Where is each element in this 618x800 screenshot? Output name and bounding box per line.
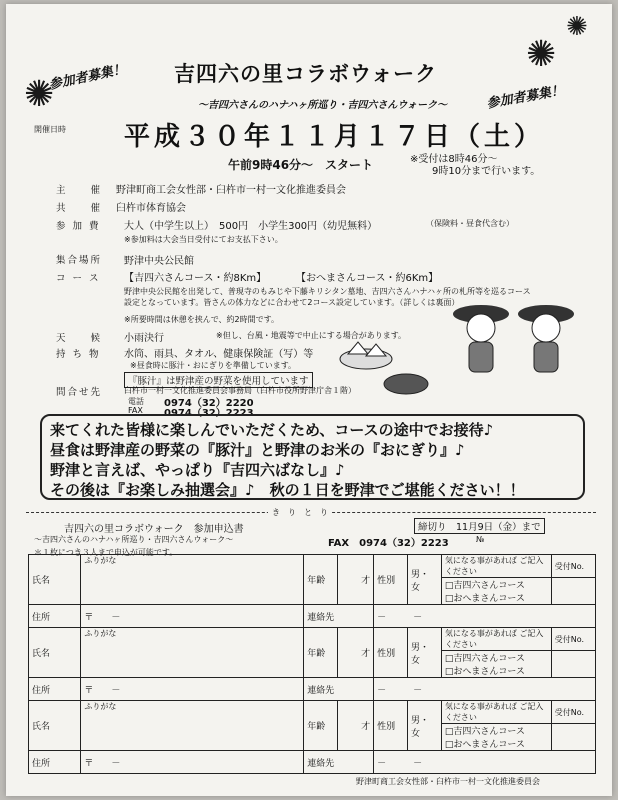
fee-note: （保険料・昼食代含む） — [426, 219, 514, 228]
contact-field-label: 連絡先 — [304, 605, 374, 628]
accept-no-field — [551, 651, 595, 678]
weather-value: 小雨決行 — [124, 333, 164, 344]
fax-label: FAX — [128, 406, 143, 415]
mascot-illustration — [446, 294, 586, 384]
course-option-a[interactable]: □吉四六さんコース □おへまさんコース — [441, 578, 551, 605]
items-note-2: 『豚汁』は野津産の野菜を使用しています — [124, 372, 313, 388]
badge-left: 参加者募集！ — [47, 62, 128, 93]
promo-line-4: その後は『お楽しみ抽選会』♪ 秋の１日を野津でご堪能ください！！ — [50, 481, 525, 499]
accept-no-label: 受付No. — [551, 628, 595, 651]
cohost-value: 臼杵市体育協会 — [116, 203, 186, 214]
sex-label: 性別 — [374, 701, 408, 751]
host-label: 主 催 — [56, 185, 103, 196]
contact-label: 問合せ先 — [56, 387, 103, 398]
weather-note: ※但し、台風・地震等で中止にする場合があります。 — [216, 331, 407, 340]
promo-line-2: 昼食は野津産の野菜の『豚汁』と野津のお米の『おにぎり』♪ — [50, 441, 465, 459]
time-note: ※所要時間は休憩を挟んで、約2時間です。 — [124, 315, 279, 324]
registration-form-table — [28, 554, 596, 774]
address-field[interactable]: 〒 － — [81, 751, 304, 774]
form-deadline: 締切り 11月9日（金）まで — [414, 518, 545, 534]
form-subtitle: ～吉四六さんのハナハヶ所巡り・吉四六さんウォーク～ — [34, 535, 234, 544]
promo-box — [40, 414, 585, 500]
fee-value: 大人（中学生以上） 500円 小学生300円（幼児無料） — [124, 221, 378, 232]
course-desc-2: 設定となっています。皆さんの体力などに合わせて2コース設定しています。（詳しくは裏面） — [124, 298, 460, 307]
sex-field[interactable]: 男・女 — [407, 701, 441, 751]
tel-label: 電話 — [128, 397, 144, 406]
age-field[interactable]: 才 — [338, 628, 374, 678]
host-value: 野津町商工会女性部・臼杵市一村一文化推進委員会 — [116, 185, 346, 196]
event-subtitle: ～吉四六さんのハナハヶ所巡り・吉四六さんウォーク～ — [198, 100, 447, 111]
course-a: 【吉四六さんコース・約8Km】 — [124, 273, 267, 284]
address-field[interactable]: 〒 － — [81, 605, 304, 628]
age-field[interactable]: 才 — [338, 701, 374, 751]
course-option-c[interactable]: □吉四六さんコース □おへまさんコース — [441, 724, 551, 751]
promo-line-1: 来てくれた皆様に楽しんでいただくため、コースの途中でお接待♪ — [50, 421, 494, 439]
items-label: 持 ち 物 — [56, 349, 101, 360]
address-label: 住所 — [29, 751, 81, 774]
sex-field[interactable]: 男・女 — [407, 555, 441, 605]
course-desc-1: 野津中央公民館を出発して、普現寺のもみじや下藤キリシタン墓地、吉四六さんハナハヶ所の札所等を巡るコース — [124, 287, 531, 296]
reception-time: ※受付は8時46分～ — [410, 154, 498, 165]
contact-field[interactable]: － － — [374, 751, 596, 774]
contact-value: 臼杵市一村一文化推進委員会事務局（臼杵市役所野津庁舎１階） — [124, 386, 356, 395]
form-footer: 野津町商工会女性部・臼杵市一村一文化推進委員会 — [356, 777, 540, 786]
sex-label: 性別 — [374, 555, 408, 605]
meet-value: 野津中央公民館 — [124, 256, 194, 267]
reception-time-2: 9時10分まで行います。 — [432, 166, 541, 177]
event-title: 吉四六の里コラボウォーク — [174, 62, 438, 86]
address-label: 住所 — [29, 605, 81, 628]
accept-no-label: 受付No. — [551, 701, 595, 724]
form-fax: FAX 0974（32）2223 — [328, 538, 449, 549]
maple-leaf-icon: ✺ — [24, 74, 55, 115]
form-no-label: № — [476, 535, 485, 544]
form-title: 吉四六の里コラボウォーク 参加申込書 — [64, 524, 244, 535]
name-label: 氏名 — [29, 628, 81, 678]
cut-label: き り と り — [268, 507, 332, 518]
maple-leaf-icon: ✺ — [566, 12, 588, 42]
meet-label: 集合場所 — [56, 255, 103, 266]
contact-field[interactable]: － － — [374, 605, 596, 628]
event-date: 平成３０年１１月１７日（土） — [124, 122, 545, 152]
name-field[interactable] — [81, 555, 304, 605]
contact-field-label: 連絡先 — [304, 678, 374, 701]
fee-label: 参 加 費 — [56, 221, 101, 232]
name-label: 氏名 — [29, 701, 81, 751]
start-time: 午前9時46分～ スタート — [228, 158, 374, 172]
datetime-label: 開催日時 — [34, 125, 66, 134]
sex-label: 性別 — [374, 628, 408, 678]
age-field[interactable]: 才 — [338, 555, 374, 605]
form-note: ＊１枚につき３人まで申込が可能です。 — [34, 548, 178, 557]
address-label: 住所 — [29, 678, 81, 701]
name-field[interactable]: ふりがな — [81, 701, 304, 751]
items-value: 水筒、雨具、タオル、健康保険証（写）等 — [124, 349, 314, 360]
flyer-page — [6, 4, 612, 796]
fax-value: 0974（32）2223 — [164, 408, 254, 419]
accept-no-field — [551, 578, 595, 605]
name-field[interactable]: ふりがな — [81, 628, 304, 678]
accept-no-label: 受付No. — [551, 555, 595, 578]
contact-field[interactable]: － － — [374, 678, 596, 701]
age-label: 年齢 — [304, 555, 338, 605]
sex-field[interactable]: 男・女 — [407, 628, 441, 678]
promo-line-3: 野津と言えば、やっぱり『吉四六ばなし』♪ — [50, 461, 345, 479]
cohost-label: 共 催 — [56, 203, 103, 214]
course-b: 【おへまさんコース・約6Km】 — [296, 273, 439, 284]
check-hint: 気になる事があれば ご記入ください — [441, 628, 551, 651]
check-hint: 気になる事があれば ご記入ください — [441, 701, 551, 724]
address-field[interactable]: 〒 － — [81, 678, 304, 701]
tel-value: 0974（32）2220 — [164, 398, 254, 409]
accept-no-field — [551, 724, 595, 751]
course-option-b[interactable]: □吉四六さんコース □おへまさんコース — [441, 651, 551, 678]
name-label: 氏名 — [29, 555, 81, 605]
contact-field-label: 連絡先 — [304, 751, 374, 774]
fee-note-2: ※参加料は大会当日受付にてお支払下さい。 — [124, 235, 283, 244]
items-note: ※昼食時に豚汁・おにぎりを準備しています。 — [130, 361, 297, 370]
weather-label: 天 候 — [56, 333, 103, 344]
age-label: 年齢 — [304, 628, 338, 678]
check-hint: 気になる事があれば ご記入ください — [441, 555, 551, 578]
age-label: 年齢 — [304, 701, 338, 751]
course-label: コ ー ス — [56, 273, 101, 284]
furigana-label: ふりがな — [84, 556, 117, 565]
badge-right: 参加者募集！ — [485, 83, 566, 112]
maple-leaf-icon: ✺ — [526, 34, 557, 75]
lunch-illustration — [336, 334, 436, 399]
